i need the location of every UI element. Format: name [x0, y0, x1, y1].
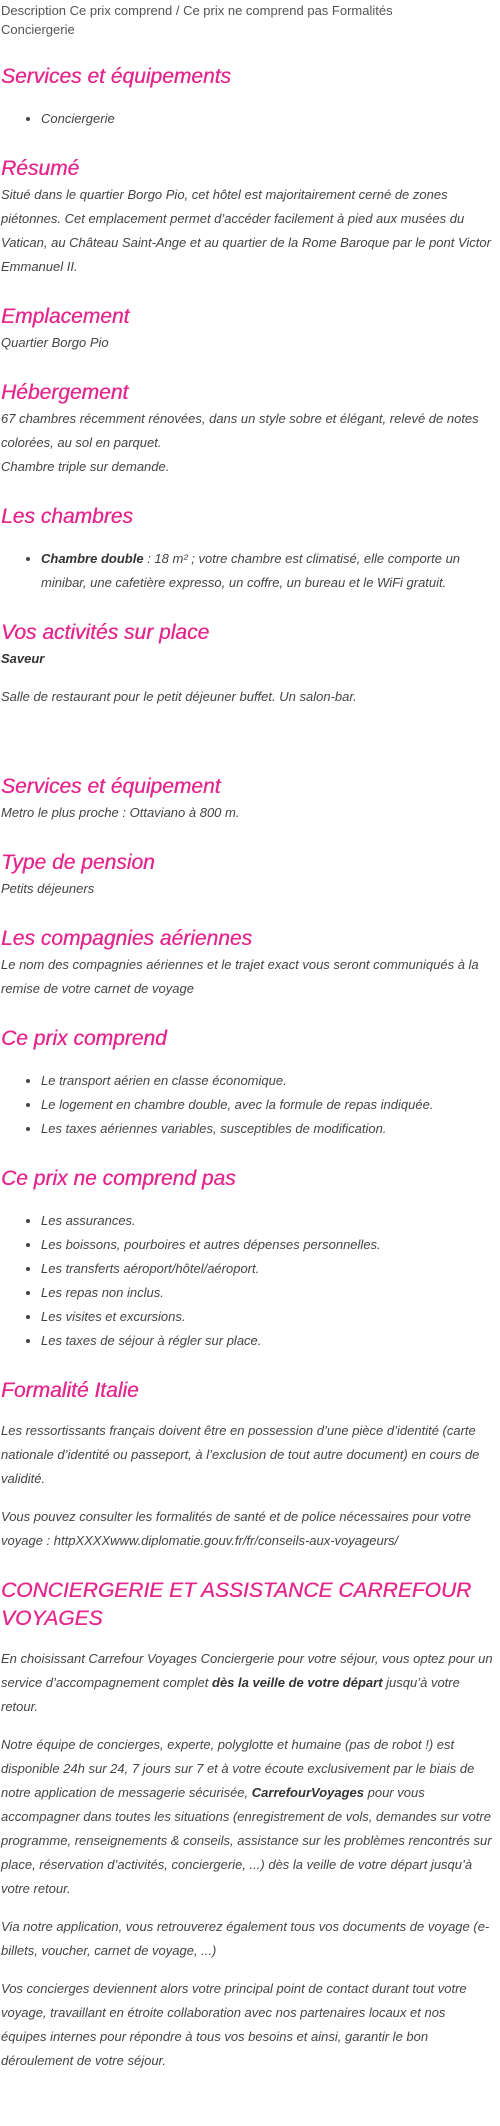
conciergerie-text [1, 1647, 493, 1719]
description-sections-line: Description Ce prix comprend / Ce prix ne comprend pas Formalités Conciergerie [1, 3, 393, 37]
activites-subtitle [1, 647, 493, 671]
list-item: • Conciergerie [41, 107, 493, 131]
room-description: : 18 m² ; votre chambre est climatisé, elle comporte un minibar, une cafetière expresso, un coffre, un bureau et le WiFi gratuit. [41, 551, 461, 590]
list-item: • Le logement en chambre double, avec la formule de repas indiquée. [41, 1093, 493, 1117]
list-item: • Les boissons, pourboires et autres dépenses personnelles. [41, 1233, 493, 1257]
section-chambres [1, 503, 493, 595]
emplacement-text: Quartier Borgo Pio [1, 335, 109, 350]
pension-text: Petits déjeuners [1, 881, 95, 896]
section-emplacement [1, 303, 493, 355]
section-resume [1, 155, 493, 279]
list-item: • Les taxes de séjour à régler sur place. [41, 1329, 493, 1353]
conciergerie-text: Vos concierges deviennent alors votre principal point de contact durant tout votre voyage, travaillant en étroite collaboration avec nos partenaires locaux et nos équipes internes pour répondre à tous vos besoins et ainsi, garantir le bon déroulement de votre séjour. [1, 1981, 467, 2068]
prix-ne-comprend-list [1, 1209, 493, 1353]
section-conciergerie [1, 1577, 493, 2073]
section-activites [1, 619, 493, 709]
section-title-emplacement: Emplacement [1, 305, 130, 328]
list-item [41, 547, 493, 595]
text-segment: jusqu’à votre retour. [1, 1675, 460, 1714]
room-type-label: Chambre double [41, 551, 144, 566]
section-title-prix-ne-comprend: Ce prix ne comprend pas [1, 1167, 236, 1190]
prix-comprend-list [1, 1069, 493, 1141]
section-title-pension: Type de pension [1, 851, 155, 874]
hebergement-text [1, 407, 493, 479]
services-list [1, 107, 493, 131]
text-segment: Notre équipe de concierges, experte, polyglotte et humaine (pas de robot !) est disponible 24h sur 24, 7 jours sur 7 et à votre écoute exclusivement par le biais de notre application de messagerie sécurisée, [1, 1737, 475, 1800]
section-prix-ne-comprend [1, 1165, 493, 1353]
list-item: • Les repas non inclus. [41, 1281, 493, 1305]
compagnies-text: Le nom des compagnies aériennes et le trajet exact vous seront communiqués à la remise de votre carnet de voyage [1, 957, 479, 996]
section-title-conciergerie: CONCIERGERIE ET ASSISTANCE CARREFOUR VOYAGES [1, 1579, 472, 1630]
section-services-equipements [1, 63, 493, 131]
list-item: • Les assurances. [41, 1209, 493, 1233]
section-hebergement [1, 379, 493, 479]
section-title-activites: Vos activités sur place [1, 621, 210, 644]
activites-subtitle-text: Saveur [1, 651, 45, 666]
section-formalite [1, 1377, 493, 1553]
text-segment: En choisissant Carrefour Voyages Conciergerie pour votre séjour, vous optez pour un service d’accompagnement complet [1, 1651, 493, 1690]
section-title-prix-comprend: Ce prix comprend [1, 1027, 167, 1050]
section-pension [1, 849, 493, 901]
hebergement-line: Chambre triple sur demande. [1, 459, 170, 474]
emphasis-text: dès la veille de votre départ [212, 1675, 383, 1690]
formalite-text: Vous pouvez consulter les formalités de santé et de police nécessaires pour votre voyage : httpXXXXwww.diplomatie.gouv.fr/fr/conseils-aux-voyageurs/ [1, 1509, 471, 1548]
hebergement-line: 67 chambres récemment rénovées, dans un style sobre et élégant, relevé de notes colorées, au sol en parquet. [1, 411, 479, 450]
chambres-list [1, 547, 493, 595]
app-name: CarrefourVoyages [251, 1785, 364, 1800]
section-title-equipement: Services et équipement [1, 775, 221, 798]
resume-text: Situé dans le quartier Borgo Pio, cet hôtel est majoritairement cerné de zones piétonnes. Cet emplacement permet d’accéder facilement à pied aux musées du Vatican, au Château Saint-Ange et au quartier de la Rome Baroque par le pont Victor Emmanuel II. [1, 187, 491, 274]
list-item: • Les taxes aériennes variables, susceptibles de modification. [41, 1117, 493, 1141]
section-title-chambres: Les chambres [1, 505, 133, 528]
section-title-hebergement: Hébergement [1, 381, 129, 404]
section-prix-comprend [1, 1025, 493, 1141]
section-title-compagnies: Les compagnies aériennes [1, 927, 252, 950]
section-title-formalite: Formalité Italie [1, 1379, 139, 1402]
text-segment: pour vous accompagner dans toutes les situations (enregistrement de vols, demandes sur votre programme, renseignements & conseils, assistance sur les problèmes rencontrés sur place, réservation d’activités, conciergerie, ...) dès la veille de votre départ jusqu’à votre retour. [1, 1785, 492, 1896]
conciergerie-text: Via notre application, vous retrouverez également tous vos documents de voyage (e-billets, voucher, carnet de voyage, ...) [1, 1919, 490, 1958]
section-compagnies [1, 925, 493, 1001]
list-item: • Les transferts aéroport/hôtel/aéroport. [41, 1257, 493, 1281]
list-item: • Le transport aérien en classe économique. [41, 1069, 493, 1093]
section-title-services: Services et équipements [1, 65, 231, 88]
section-title-resume: Résumé [1, 157, 80, 180]
conciergerie-text [1, 1733, 493, 1901]
activites-text: Salle de restaurant pour le petit déjeuner buffet. Un salon-bar. [1, 689, 357, 704]
list-item: • Les visites et excursions. [41, 1305, 493, 1329]
equipement-text: Metro le plus proche : Ottaviano à 800 m. [1, 805, 240, 820]
section-equipement [1, 773, 493, 825]
formalite-text: Les ressortissants français doivent être en possession d’une pièce d’identité (carte nationale d’identité ou passeport, à l’exclusion de tout autre document) en cours de validité. [1, 1423, 480, 1486]
